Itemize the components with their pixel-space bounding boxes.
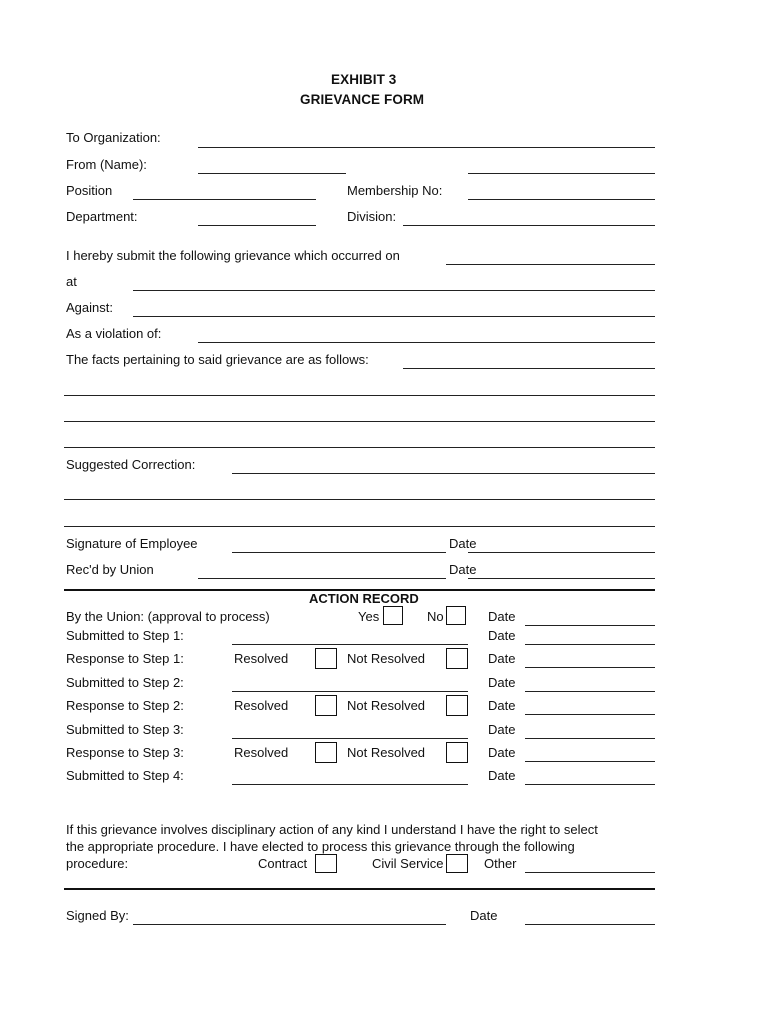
no-checkbox[interactable]: [446, 606, 466, 625]
membership-no-label: Membership No:: [347, 183, 443, 198]
response-step2-label: Response to Step 2:: [66, 698, 184, 713]
step1-resolved-label: Resolved: [234, 651, 289, 666]
submitted-step4-date-label: Date: [488, 768, 516, 783]
violation-of-field[interactable]: [198, 342, 655, 343]
recd-by-union-field[interactable]: [198, 578, 446, 579]
response-step1-date-field[interactable]: [525, 667, 655, 668]
facts-line-4[interactable]: [64, 447, 655, 448]
facts-field[interactable]: [403, 368, 655, 369]
step3-not-resolved-checkbox[interactable]: [446, 742, 468, 763]
signature-employee-field[interactable]: [232, 552, 446, 553]
step2-resolved-checkbox[interactable]: [315, 695, 337, 716]
submitted-step3-field[interactable]: [232, 738, 468, 739]
occurred-on-label: I hereby submit the following grievance which occurred on: [66, 248, 400, 263]
procedure-text-line2: the appropriate procedure. I have elected to process this grievance through the following: [66, 839, 575, 854]
civil-service-checkbox[interactable]: [446, 854, 468, 873]
at-field[interactable]: [133, 290, 655, 291]
suggested-correction-label: Suggested Correction:: [66, 457, 196, 472]
yes-label: Yes: [358, 609, 380, 624]
action-record-heading: ACTION RECORD: [309, 591, 419, 606]
response-step2-date-label: Date: [488, 698, 516, 713]
step2-not-resolved-checkbox[interactable]: [446, 695, 468, 716]
suggested-correction-field[interactable]: [232, 473, 655, 474]
response-step3-date-field[interactable]: [525, 761, 655, 762]
exhibit-number: EXHIBIT 3: [331, 72, 397, 87]
position-field[interactable]: [133, 199, 316, 200]
response-step1-label: Response to Step 1:: [66, 651, 184, 666]
response-step3-label: Response to Step 3:: [66, 745, 184, 760]
signature-employee-label: Signature of Employee: [66, 536, 198, 551]
facts-line-3[interactable]: [64, 421, 655, 422]
division-field[interactable]: [403, 225, 655, 226]
position-label: Position: [66, 183, 113, 198]
other-field[interactable]: [525, 872, 655, 873]
civil-service-label: Civil Service: [372, 856, 444, 871]
step1-resolved-checkbox[interactable]: [315, 648, 337, 669]
submitted-step2-label: Submitted to Step 2:: [66, 675, 184, 690]
submitted-step3-label: Submitted to Step 3:: [66, 722, 184, 737]
occurred-on-field[interactable]: [446, 264, 655, 265]
by-union-label: By the Union: (approval to process): [66, 609, 270, 624]
submitted-step2-date-label: Date: [488, 675, 516, 690]
procedure-text-line3: procedure:: [66, 856, 129, 871]
procedure-text-line1: If this grievance involves disciplinary action of any kind I understand I have the right to select: [66, 822, 598, 837]
contract-label: Contract: [258, 856, 308, 871]
union-date-field[interactable]: [525, 625, 655, 626]
department-label: Department:: [66, 209, 138, 224]
suggested-correction-line-2[interactable]: [64, 499, 655, 500]
response-step3-date-label: Date: [488, 745, 516, 760]
step3-resolved-checkbox[interactable]: [315, 742, 337, 763]
signed-divider: [64, 888, 655, 890]
submitted-step2-date-field[interactable]: [525, 691, 655, 692]
department-field[interactable]: [198, 225, 316, 226]
step1-not-resolved-label: Not Resolved: [347, 651, 426, 666]
submitted-step2-field[interactable]: [232, 691, 468, 692]
submitted-step1-field[interactable]: [232, 644, 468, 645]
response-step1-date-label: Date: [488, 651, 516, 666]
no-label: No: [427, 609, 444, 624]
to-organization-field[interactable]: [198, 147, 655, 148]
against-label: Against:: [66, 300, 113, 315]
from-name-field[interactable]: [198, 173, 346, 174]
union-date-label: Date: [488, 609, 516, 624]
other-label: Other: [484, 856, 517, 871]
signed-date-label: Date: [470, 908, 498, 923]
yes-checkbox[interactable]: [383, 606, 403, 625]
submitted-step4-date-field[interactable]: [525, 784, 655, 785]
to-organization-label: To Organization:: [66, 130, 161, 145]
facts-label: The facts pertaining to said grievance are as follows:: [66, 352, 369, 367]
step2-resolved-label: Resolved: [234, 698, 289, 713]
signature-date-field[interactable]: [468, 552, 655, 553]
contract-checkbox[interactable]: [315, 854, 337, 873]
submitted-step3-date-label: Date: [488, 722, 516, 737]
signed-date-field[interactable]: [525, 924, 655, 925]
submitted-step3-date-field[interactable]: [525, 738, 655, 739]
submitted-step1-date-label: Date: [488, 628, 516, 643]
division-label: Division:: [347, 209, 397, 224]
facts-line-2[interactable]: [64, 395, 655, 396]
recd-date-field[interactable]: [468, 578, 655, 579]
membership-no-field[interactable]: [468, 199, 655, 200]
form-title: GRIEVANCE FORM: [300, 92, 425, 107]
submitted-step4-label: Submitted to Step 4:: [66, 768, 184, 783]
submitted-step1-label: Submitted to Step 1:: [66, 628, 184, 643]
step2-not-resolved-label: Not Resolved: [347, 698, 426, 713]
against-field[interactable]: [133, 316, 655, 317]
signature-date-label: Date: [449, 536, 477, 551]
step3-not-resolved-label: Not Resolved: [347, 745, 426, 760]
step3-resolved-label: Resolved: [234, 745, 289, 760]
from-name-label: From (Name):: [66, 157, 147, 172]
signed-by-field[interactable]: [133, 924, 446, 925]
step1-not-resolved-checkbox[interactable]: [446, 648, 468, 669]
recd-by-union-label: Rec'd by Union: [66, 562, 154, 577]
signed-by-label: Signed By:: [66, 908, 129, 923]
response-step2-date-field[interactable]: [525, 714, 655, 715]
violation-of-label: As a violation of:: [66, 326, 162, 341]
from-name-field-2[interactable]: [468, 173, 655, 174]
suggested-correction-line-3[interactable]: [64, 526, 655, 527]
recd-date-label: Date: [449, 562, 477, 577]
submitted-step4-field[interactable]: [232, 784, 468, 785]
submitted-step1-date-field[interactable]: [525, 644, 655, 645]
at-label: at: [66, 274, 77, 289]
